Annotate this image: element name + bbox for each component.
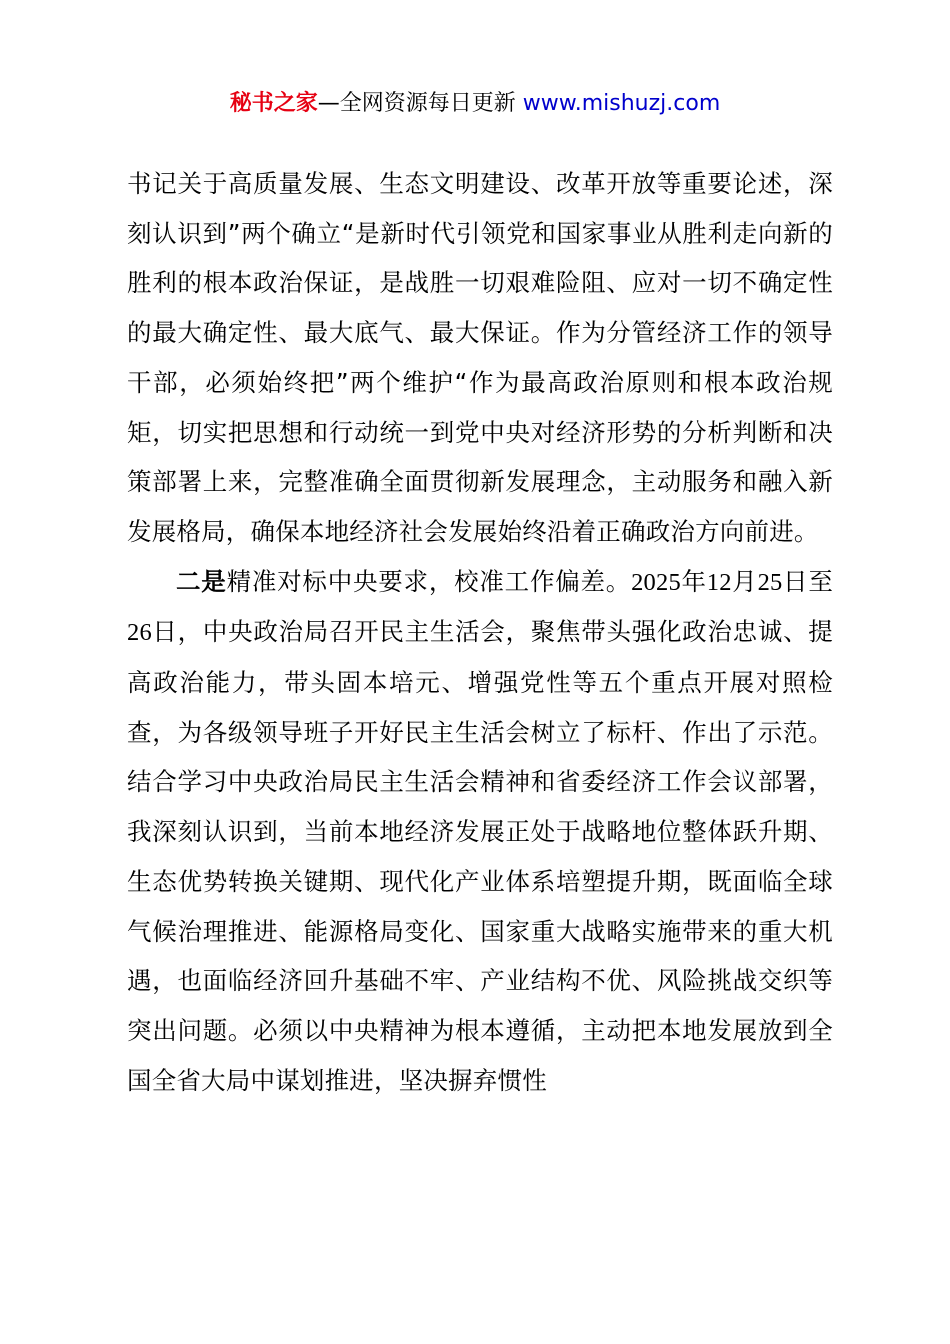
- date-month: 12: [706, 568, 732, 596]
- brand-name: 秘书之家: [229, 91, 318, 116]
- header-tagline: —全网资源每日更新: [317, 91, 523, 116]
- date-day-start: 25: [757, 568, 783, 596]
- date-month-unit: 月: [731, 566, 758, 596]
- paragraph-2-heading: 精准对标中央要求，校准工作偏差。: [226, 566, 632, 596]
- site-header: [0, 88, 950, 120]
- document-body: [127, 159, 833, 1105]
- paragraph-2: [127, 557, 833, 1106]
- date-year: 2025: [631, 568, 681, 596]
- site-url-link[interactable]: www.mishuzj.com: [522, 91, 721, 116]
- date-range-connector: 日至: [782, 566, 834, 596]
- paragraph-2-lead: 二是: [176, 566, 227, 596]
- paragraph-2-body: 日，中央政治局召开民主生活会，聚焦带头强化政治忠诚、提高政治能力，带头固本培元、增强党性等五个重点开展对照检查，为各级领导班子开好民主生活会树立了标杆、作出了示范。结合学习中央政治局民主生活会精神和省委经济工作会议部署，我深刻认识到，当前本地经济发展正处于战略地位整体跃升期、生态优势转换关键期、现代化产业体系培塑提升期，既面临全球气候治理推进、能源格局变化、国家重大战略实施带来的重大机遇，也面临经济回升基础不牢、产业结构不优、风险挑战交织等突出问题。必须以中央精神为根本遵循，主动把本地发展放到全国全省大局中谋划推进，坚决摒弃惯性: [127, 617, 833, 1095]
- date-day-end: 26: [127, 619, 152, 647]
- paragraph-1: 书记关于高质量发展、生态文明建设、改革开放等重要论述，深刻认识到”两个确立“是新时代引领党和国家事业从胜利走向新的胜利的根本政治保证，是战胜一切艰难险阻、应对一切不确定性的最大确定性、最大底气、最大保证。作为分管经济工作的领导干部，必须始终把”两个维护“作为最高政治原则和根本政治规矩，切实把思想和行动统一到党中央对经济形势的分析判断和决策部署上来，完整准确全面贯彻新发展理念，主动服务和融入新发展格局，确保本地经济社会发展始终沿着正确政治方向前进。: [127, 169, 833, 546]
- date-year-unit: 年: [680, 566, 707, 596]
